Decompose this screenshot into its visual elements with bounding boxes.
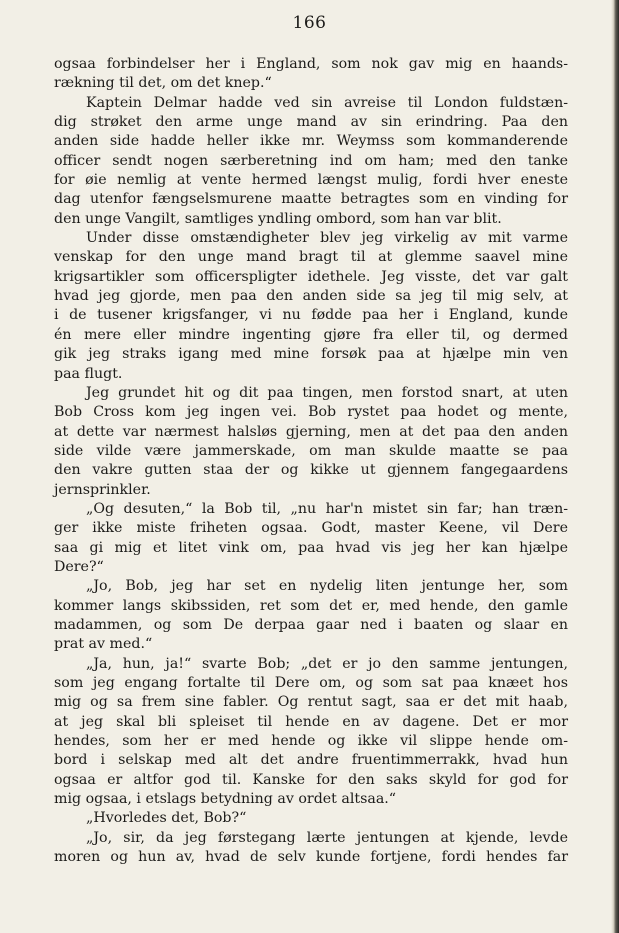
text-line: den unge Vangilt, samtliges yndling ombord, som han var blit. <box>54 210 502 227</box>
text-line: madammen, og som De derpaa gaar ned i baaten og slaar en <box>54 616 568 633</box>
text-line: ogsaa er altfor god til. Kanske for den saks skyld for god for <box>54 771 568 788</box>
text-line: prat av med.“ <box>54 636 153 653</box>
text-line: Jeg grundet hit og dit paa tingen, men forstod snart, at uten <box>86 384 568 401</box>
text-line: den vakre gutten staa der og kikke ut gjennem fangegaardens <box>54 462 568 479</box>
text-line: at jeg skal bli spleiset til hende en av dagene. Det er mor <box>54 713 568 730</box>
text-line: Dere?“ <box>54 558 104 575</box>
text-line: dig strøket den arme unge mand av sin erindring. Paa den <box>54 114 568 131</box>
text-line: som jeg engang fortalte til Dere om, og som sat paa knæet hos <box>54 675 568 691</box>
text-line: for øie nemlig at vente hermed længst mulig, fordi hver eneste <box>54 172 568 189</box>
text-line: side vilde være jammerskade, om man skulde maatte se paa <box>54 442 568 459</box>
page-number: 166 <box>292 13 327 33</box>
text-line: at dette var nærmest halsløs gjerning, men at det paa den anden <box>54 423 568 440</box>
text-line: „Hvorledes det, Bob?“ <box>86 810 247 827</box>
page-edge-shadow <box>611 0 619 933</box>
text-line: bord i selskap med alt det andre fruentimmerrakk, hvad hun <box>54 752 568 769</box>
text-line: „Jo, Bob, jeg har set en nydelig liten jentunge her, som <box>86 578 568 595</box>
text-line: ogsaa forbindelser her i England, som nok gav mig en haands- <box>54 56 568 72</box>
body-text <box>54 55 568 867</box>
text-line: dag utenfor fængselsmurene maatte betragtes som en vinding for <box>54 191 568 208</box>
text-line: ger ikke miste friheten ogsaa. Godt, master Keene, vil Dere <box>54 520 568 537</box>
text-line: hvad jeg gjorde, men paa den anden side sa jeg til mig selv, at <box>54 288 568 305</box>
text-line: officer sendt nogen særberetning ind om ham; med den tanke <box>54 152 568 169</box>
text-line: kommer langs skibssiden, ret som det er, med hende, den gamle <box>54 597 568 614</box>
text-line: „Og desuten,“ la Bob til, „nu har'n mistet sin far; han træn- <box>86 500 568 517</box>
text-line: jernsprinkler. <box>54 481 151 498</box>
text-line: „Jo, sir, da jeg førstegang lærte jentungen at kjende, levde <box>86 829 568 846</box>
text-line: krigsartikler som officerspligter idethele. Jeg visste, det var galt <box>54 268 568 285</box>
text-line: paa flugt. <box>54 365 123 382</box>
text-line: hendes, som her er med hende og ikke vil slippe hende om- <box>54 733 568 750</box>
text-line: Under disse omstændigheter blev jeg virkelig av mit varme <box>86 230 568 247</box>
text-line: „Ja, hun, ja!“ svarte Bob; „det er jo den samme jentungen, <box>86 655 568 672</box>
text-line: i de tusener krigsfanger, vi nu fødde paa her i England, kunde <box>54 307 568 324</box>
text-line: saa gi mig et litet vink om, paa hvad vis jeg her kan hjælpe <box>54 539 568 556</box>
text-line: rækning til det, om det knep.“ <box>54 75 272 92</box>
text-line: gik jeg straks igang med mine forsøk paa at hjælpe min ven <box>54 346 568 363</box>
text-line: Bob Cross kom jeg ingen vei. Bob rystet paa hodet og mente, <box>54 404 568 421</box>
text-line: Kaptein Delmar hadde ved sin avreise til London fuldstæn- <box>86 94 568 111</box>
text-line: anden side hadde heller ikke mr. Weymss som kommanderende <box>54 133 568 150</box>
text-line: mig ogsaa, i etslags betydning av ordet altsaa.“ <box>54 791 397 808</box>
text-line: mig og sa frem sine fabler. Og rentut sagt, saa er det mit haab, <box>54 694 568 711</box>
text-line: venskap for den unge mand bragt til at glemme saavel mine <box>54 249 568 266</box>
text-line: én mere eller mindre ingenting gjøre fra eller til, og dermed <box>54 326 568 343</box>
text-line: moren og hun av, hvad de selv kunde fortjene, fordi hendes far <box>54 849 568 866</box>
